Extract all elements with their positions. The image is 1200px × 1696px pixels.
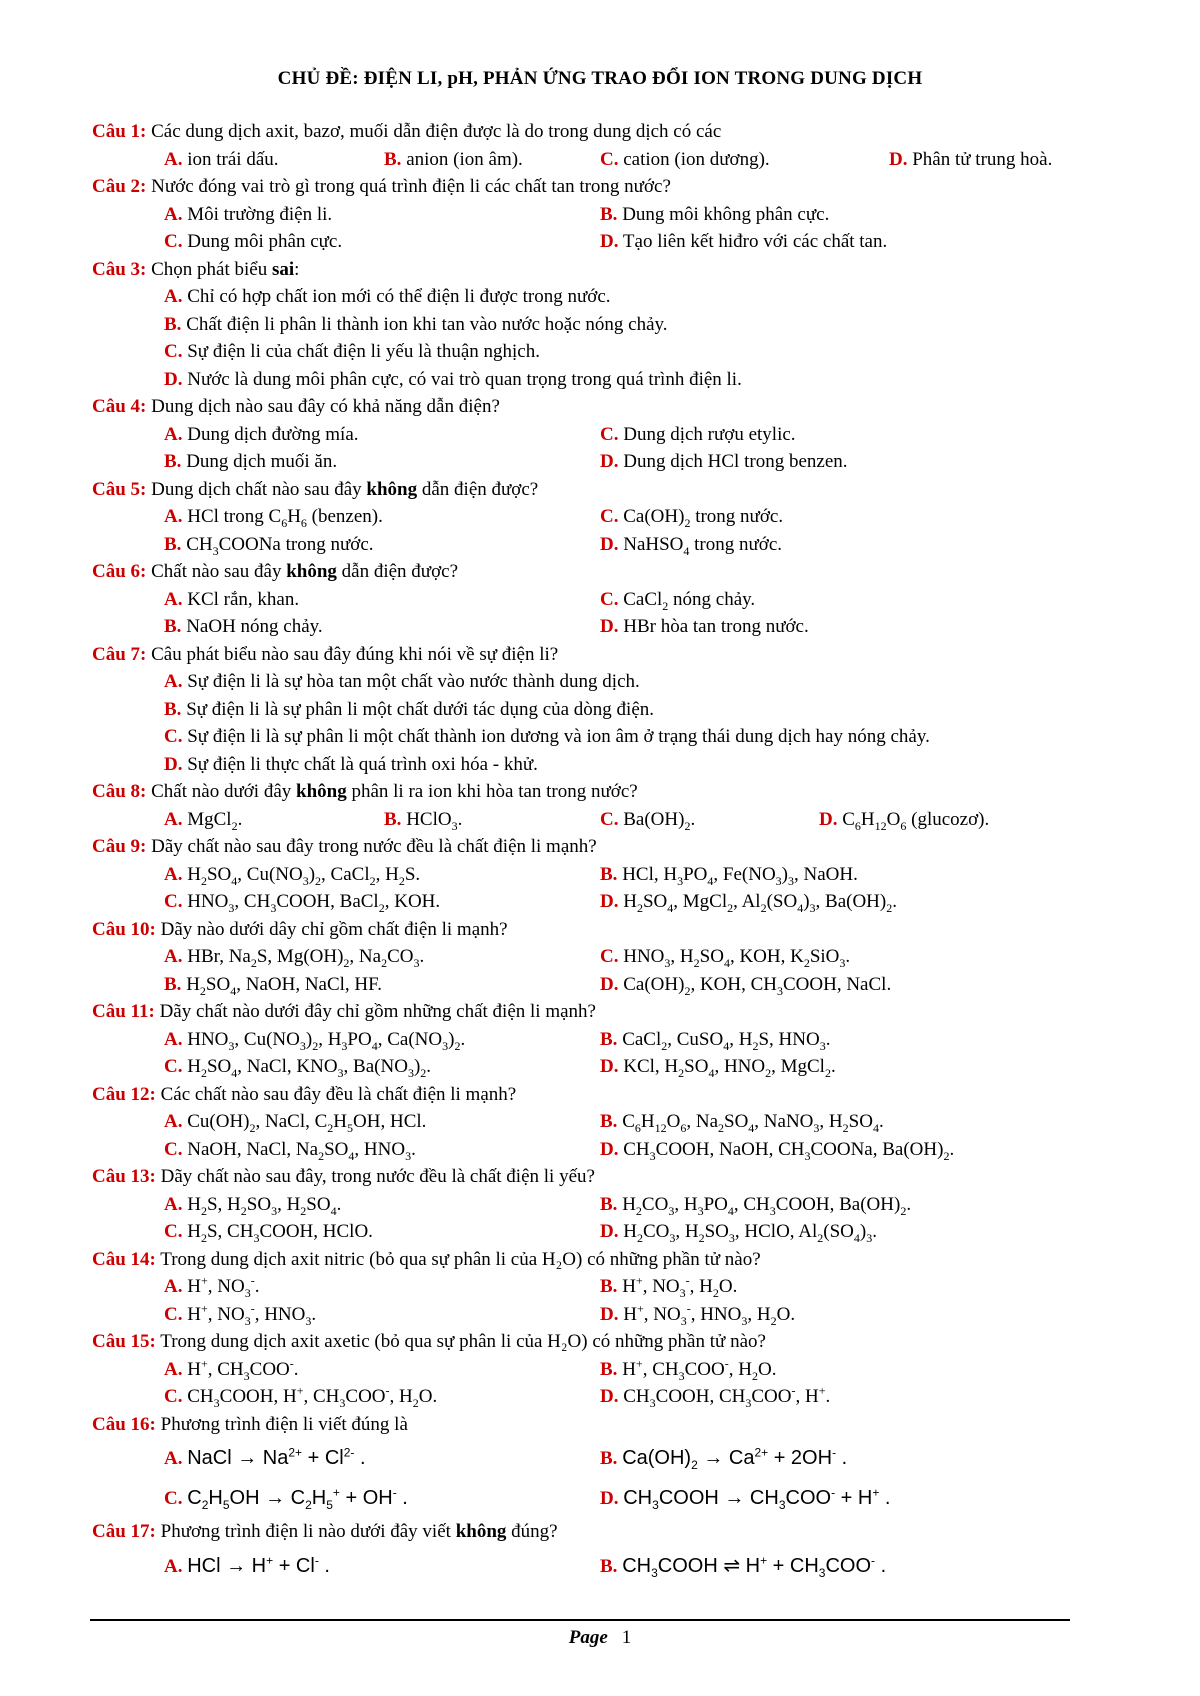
option-row: [92, 696, 1102, 724]
option-b: B. $C_6H_{12}O_6$, $Na_2SO_4$, NaNO$_3$, $H_2SO_4$.: [600, 1111, 884, 1135]
option-d: D. Nước là dung môi phân cực, có vai trò quan trọng trong quá trình điện li.: [164, 368, 742, 390]
option-d: D. $CH_3COOH \to CH_3COO^- + H^+$ .: [600, 1485, 891, 1512]
option-a: A. $H_2S$, $H_2SO_3$, $H_2SO_4$.: [164, 1193, 342, 1218]
option-row: [92, 338, 1102, 366]
question-6: Câu 6: Chất nào sau đây không dẫn điện được?: [92, 561, 459, 582]
option-b: B. NaOH nóng chảy.: [164, 616, 323, 637]
question-3: Câu 3: Chọn phát biểu sai:: [92, 258, 300, 280]
option-row: [92, 1438, 1102, 1478]
option-row: [92, 366, 1102, 394]
option-row: [92, 503, 1102, 531]
option-b: B. HClO$_3$.: [384, 808, 463, 833]
option-d: D. HBr hòa tan trong nước.: [600, 616, 809, 637]
option-c: C. Dung dịch rượu etylic.: [600, 423, 796, 445]
option-d: D. Tạo liên kết hiđro với các chất tan.: [600, 231, 888, 252]
option-d: D. $Ca(OH)_2$, KOH, $CH_3COOH$, NaCl.: [600, 973, 892, 998]
question-17: Câu 17: Phương trình điện li nào dưới đây viết không đúng?: [92, 1521, 558, 1542]
question-9: Câu 9: Dãy chất nào sau đây trong nước đều là chất điện li mạnh?: [92, 836, 597, 857]
page-footer: [0, 1627, 1200, 1649]
option-row: [92, 723, 1102, 751]
option-b: B. Chất điện li phân li thành ion khi tan vào nước hoặc nóng chảy.: [164, 313, 668, 335]
option-row: [92, 971, 1102, 999]
option-b: B. anion (ion âm).: [384, 148, 523, 170]
question-12: Câu 12: Các chất nào sau đây đều là chất điện li mạnh?: [92, 1083, 517, 1105]
option-row: [92, 1191, 1102, 1219]
option-row: [92, 311, 1102, 339]
page-word: Page: [568, 1627, 608, 1648]
option-c: C. $CH_3COOH$, H+, $CH_3COO^-$, $H_2O$.: [164, 1383, 438, 1410]
question-4: Câu 4: Dung dịch nào sau đây có khả năng dẫn điện?: [92, 396, 500, 417]
option-d: D. $C_6H_{12}O_6$ (glucozơ).: [819, 808, 990, 833]
question-1: [92, 118, 1102, 146]
option-c: C. Sự điện li của chất điện li yếu là thuận nghịch.: [164, 341, 540, 362]
question-14: Câu 14: Trong dung dịch axit nitric (bỏ qua sự phân li của H₂O) có những phần tử nào?: [92, 1248, 761, 1270]
question-8: Câu 8: Chất nào dưới đây không phân li ra ion khi hòa tan trong nước?: [92, 781, 638, 802]
option-a: A. HCl trong $C_6H_6$ (benzen).: [164, 506, 383, 530]
question-list: [92, 118, 1102, 1586]
option-row: [92, 1478, 1102, 1518]
option-a: A. HBr, $Na_2S$, $Mg(OH)_2$, $Na_2CO_3$.: [164, 946, 425, 970]
option-d: D. $H_2CO_3$, $H_2SO_3$, HClO, $Al_2(SO_4)_3$.: [600, 1221, 877, 1245]
option-d: D. Sự điện li thực chất là quá trình oxi hóa - khử.: [164, 753, 538, 775]
option-row: [92, 201, 1102, 229]
question-2: Câu 2: Nước đóng vai trò gì trong quá trình điện li các chất tan trong nước?: [92, 176, 671, 197]
option-c: C. NaOH, NaCl, $Na_2SO_4$, $HNO_3$.: [164, 1138, 416, 1163]
option-row: [92, 1546, 1102, 1586]
option-b: B. HCl, $H_3PO_4$, $Fe(NO_3)_3$, NaOH.: [600, 863, 858, 888]
option-row: [92, 1108, 1102, 1136]
option-row: [92, 806, 1102, 834]
option-c: C. $H_2SO_4$, NaCl, $KNO_3$, $Ba(NO_3)_2$.: [164, 1056, 432, 1080]
option-c: C. $H_2S$, $CH_3COOH$, HClO.: [164, 1221, 373, 1245]
option-d: D. KCl, $H_2SO_4$, $HNO_2$, MgCl$_2$.: [600, 1056, 836, 1080]
option-b: B. Dung dịch muối ăn.: [164, 451, 338, 472]
option-a: A. H+, $CH_3COO^-$.: [164, 1356, 299, 1383]
option-row: [92, 586, 1102, 614]
option-d: D. $CH_3COOH$, NaOH, $CH_3COONa$, $Ba(OH)_2$.: [600, 1138, 955, 1163]
option-b: B. Sự điện li là sự phân li một chất dưới tác dụng của dòng điện.: [164, 698, 655, 720]
option-row: [92, 421, 1102, 449]
option-a: A. Môi trường điện li.: [164, 203, 333, 225]
option-b: B. Dung môi không phân cực.: [600, 203, 830, 225]
question-15: Câu 15: Trong dung dịch axit axetic (bỏ qua sự phân li của H₂O) có những phần tử nào?: [92, 1331, 766, 1352]
option-b: B. $Ca(OH)_2 \to Ca^{2+} + 2OH^-$ .: [600, 1445, 848, 1472]
option-a: A. HCl → H+ + Cl- .: [164, 1552, 330, 1577]
option-row: [92, 283, 1102, 311]
option-b: B. $CH_3COONa$ trong nước.: [164, 533, 374, 558]
option-b: B. H+, $NO_3^-$, $H_2O$.: [600, 1273, 738, 1300]
document-title: CHỦ ĐỀ: ĐIỆN LI, pH, PHẢN ỨNG TRAO ĐỔI ION TRONG DUNG DỊCH: [277, 68, 923, 89]
option-row: [92, 228, 1102, 256]
option-row: [92, 1383, 1102, 1411]
option-row: [92, 751, 1102, 779]
option-b: B. H+, $CH_3COO^-$, $H_2O$.: [600, 1356, 777, 1383]
question-label: Câu 1:: [92, 121, 147, 142]
option-c: C. $Ba(OH)_2$.: [600, 808, 696, 833]
option-a: A. $HNO_3$, $Cu(NO_3)_2$, $H_3PO_4$, $Ca(NO_3)_2$.: [164, 1028, 466, 1053]
option-row: [92, 1273, 1102, 1301]
question-16: Câu 16: Phương trình điện li viết đúng là: [92, 1413, 408, 1435]
question-13: Câu 13: Dãy chất nào sau đây, trong nước đều là chất điện li yếu?: [92, 1166, 595, 1187]
option-row: [92, 1356, 1102, 1384]
option-c: C. cation (ion dương).: [600, 148, 770, 170]
option-d: D. $CH_3COOH$, $CH_3COO^-$, H+.: [600, 1383, 831, 1410]
option-row: [92, 1136, 1102, 1164]
option-b: B. $CH_3COOH$ ⇌ $H^+ + CH_3COO^-$ .: [600, 1552, 887, 1580]
option-c: C. $C_2H_5OH \to C_2H_5^+ + OH^-$ .: [164, 1485, 408, 1512]
option-d: D. H+, $NO_3^-$, $HNO_3$, $H_2O$.: [600, 1301, 796, 1328]
option-d: D. NaHSO$_4$ trong nước.: [600, 533, 783, 558]
option-c: C. $Ca(OH)_2$ trong nước.: [600, 506, 784, 530]
option-row: [92, 1053, 1102, 1081]
option-d: D. $H_2SO_4$, MgCl$_2$, $Al_2(SO_4)_3$, $Ba(OH)_2$.: [600, 891, 897, 915]
page-number: 1: [621, 1627, 632, 1648]
option-d: D. Phân tử trung hoà.: [889, 148, 1053, 170]
question-text: Các dung dịch axit, bazơ, muối dẫn điện được là do trong dung dịch có các: [151, 121, 722, 142]
option-c: C. H+, $NO_3^-$, $HNO_3$.: [164, 1301, 317, 1328]
question-7: Câu 7: Câu phát biểu nào sau đây đúng khi nói về sự điện li?: [92, 643, 559, 665]
option-b: B. $H_2SO_4$, NaOH, NaCl, HF.: [164, 973, 382, 998]
question-10: Câu 10: Dãy nào dưới dây chỉ gồm chất điện li mạnh?: [92, 918, 508, 940]
option-a: A. Dung dịch đường mía.: [164, 423, 359, 445]
option-c: C. Sự điện li là sự phân li một chất thành ion dương và ion âm ở trạng thái dung dịch hay nóng chảy.: [164, 726, 930, 747]
option-b: B. CaCl$_2$, CuSO$_4$, $H_2S$, $HNO_3$.: [600, 1028, 831, 1053]
option-a: A. H+, $NO_3^-$.: [164, 1273, 260, 1300]
option-a: A. MgCl$_2$.: [164, 808, 243, 833]
option-a: A. Chỉ có hợp chất ion mới có thể điện li được trong nước.: [164, 286, 611, 307]
option-row: [92, 1218, 1102, 1246]
option-a: A. ion trái dấu.: [164, 148, 279, 170]
option-row: [92, 1026, 1102, 1054]
question-11: Câu 11: Dãy chất nào dưới đây chỉ gồm những chất điện li mạnh?: [92, 1001, 596, 1022]
option-d: D. Dung dịch HCl trong benzen.: [600, 451, 848, 472]
option-a: A. $H_2SO_4$, $Cu(NO_3)_2$, CaCl$_2$, $H_2S$.: [164, 863, 421, 888]
option-row: [92, 888, 1102, 916]
option-c: C. CaCl$_2$ nóng chảy.: [600, 588, 756, 613]
question-5: Câu 5: Dung dịch chất nào sau đây không dẫn điện được?: [92, 478, 539, 500]
option-row: [92, 531, 1102, 559]
option-c: C. Dung môi phân cực.: [164, 231, 343, 252]
option-a: A. NaCl → $Na^{2+} + Cl^{2-}$ .: [164, 1445, 366, 1469]
option-row: [92, 943, 1102, 971]
option-a: A. Sự điện li là sự hòa tan một chất vào nước thành dung dịch.: [164, 671, 640, 692]
footer-divider: [90, 1619, 1070, 1621]
option-row: [92, 861, 1102, 889]
option-row: [92, 1301, 1102, 1329]
option-c: C. $HNO_3$, $CH_3COOH$, BaCl$_2$, KOH.: [164, 891, 441, 915]
option-a: A. KCl rắn, khan.: [164, 588, 300, 610]
option-row: [92, 146, 1102, 174]
option-row: [92, 613, 1102, 641]
option-a: A. $Cu(OH)_2$, NaCl, $C_2H_5OH$, HCl.: [164, 1111, 427, 1135]
option-c: C. $HNO_3$, $H_2SO_4$, KOH, $K_2SiO_3$.: [600, 946, 851, 970]
option-row: [92, 448, 1102, 476]
option-row: [92, 668, 1102, 696]
option-b: B. $H_2CO_3$, $H_3PO_4$, $CH_3COOH$, $Ba(OH)_2$.: [600, 1193, 912, 1218]
